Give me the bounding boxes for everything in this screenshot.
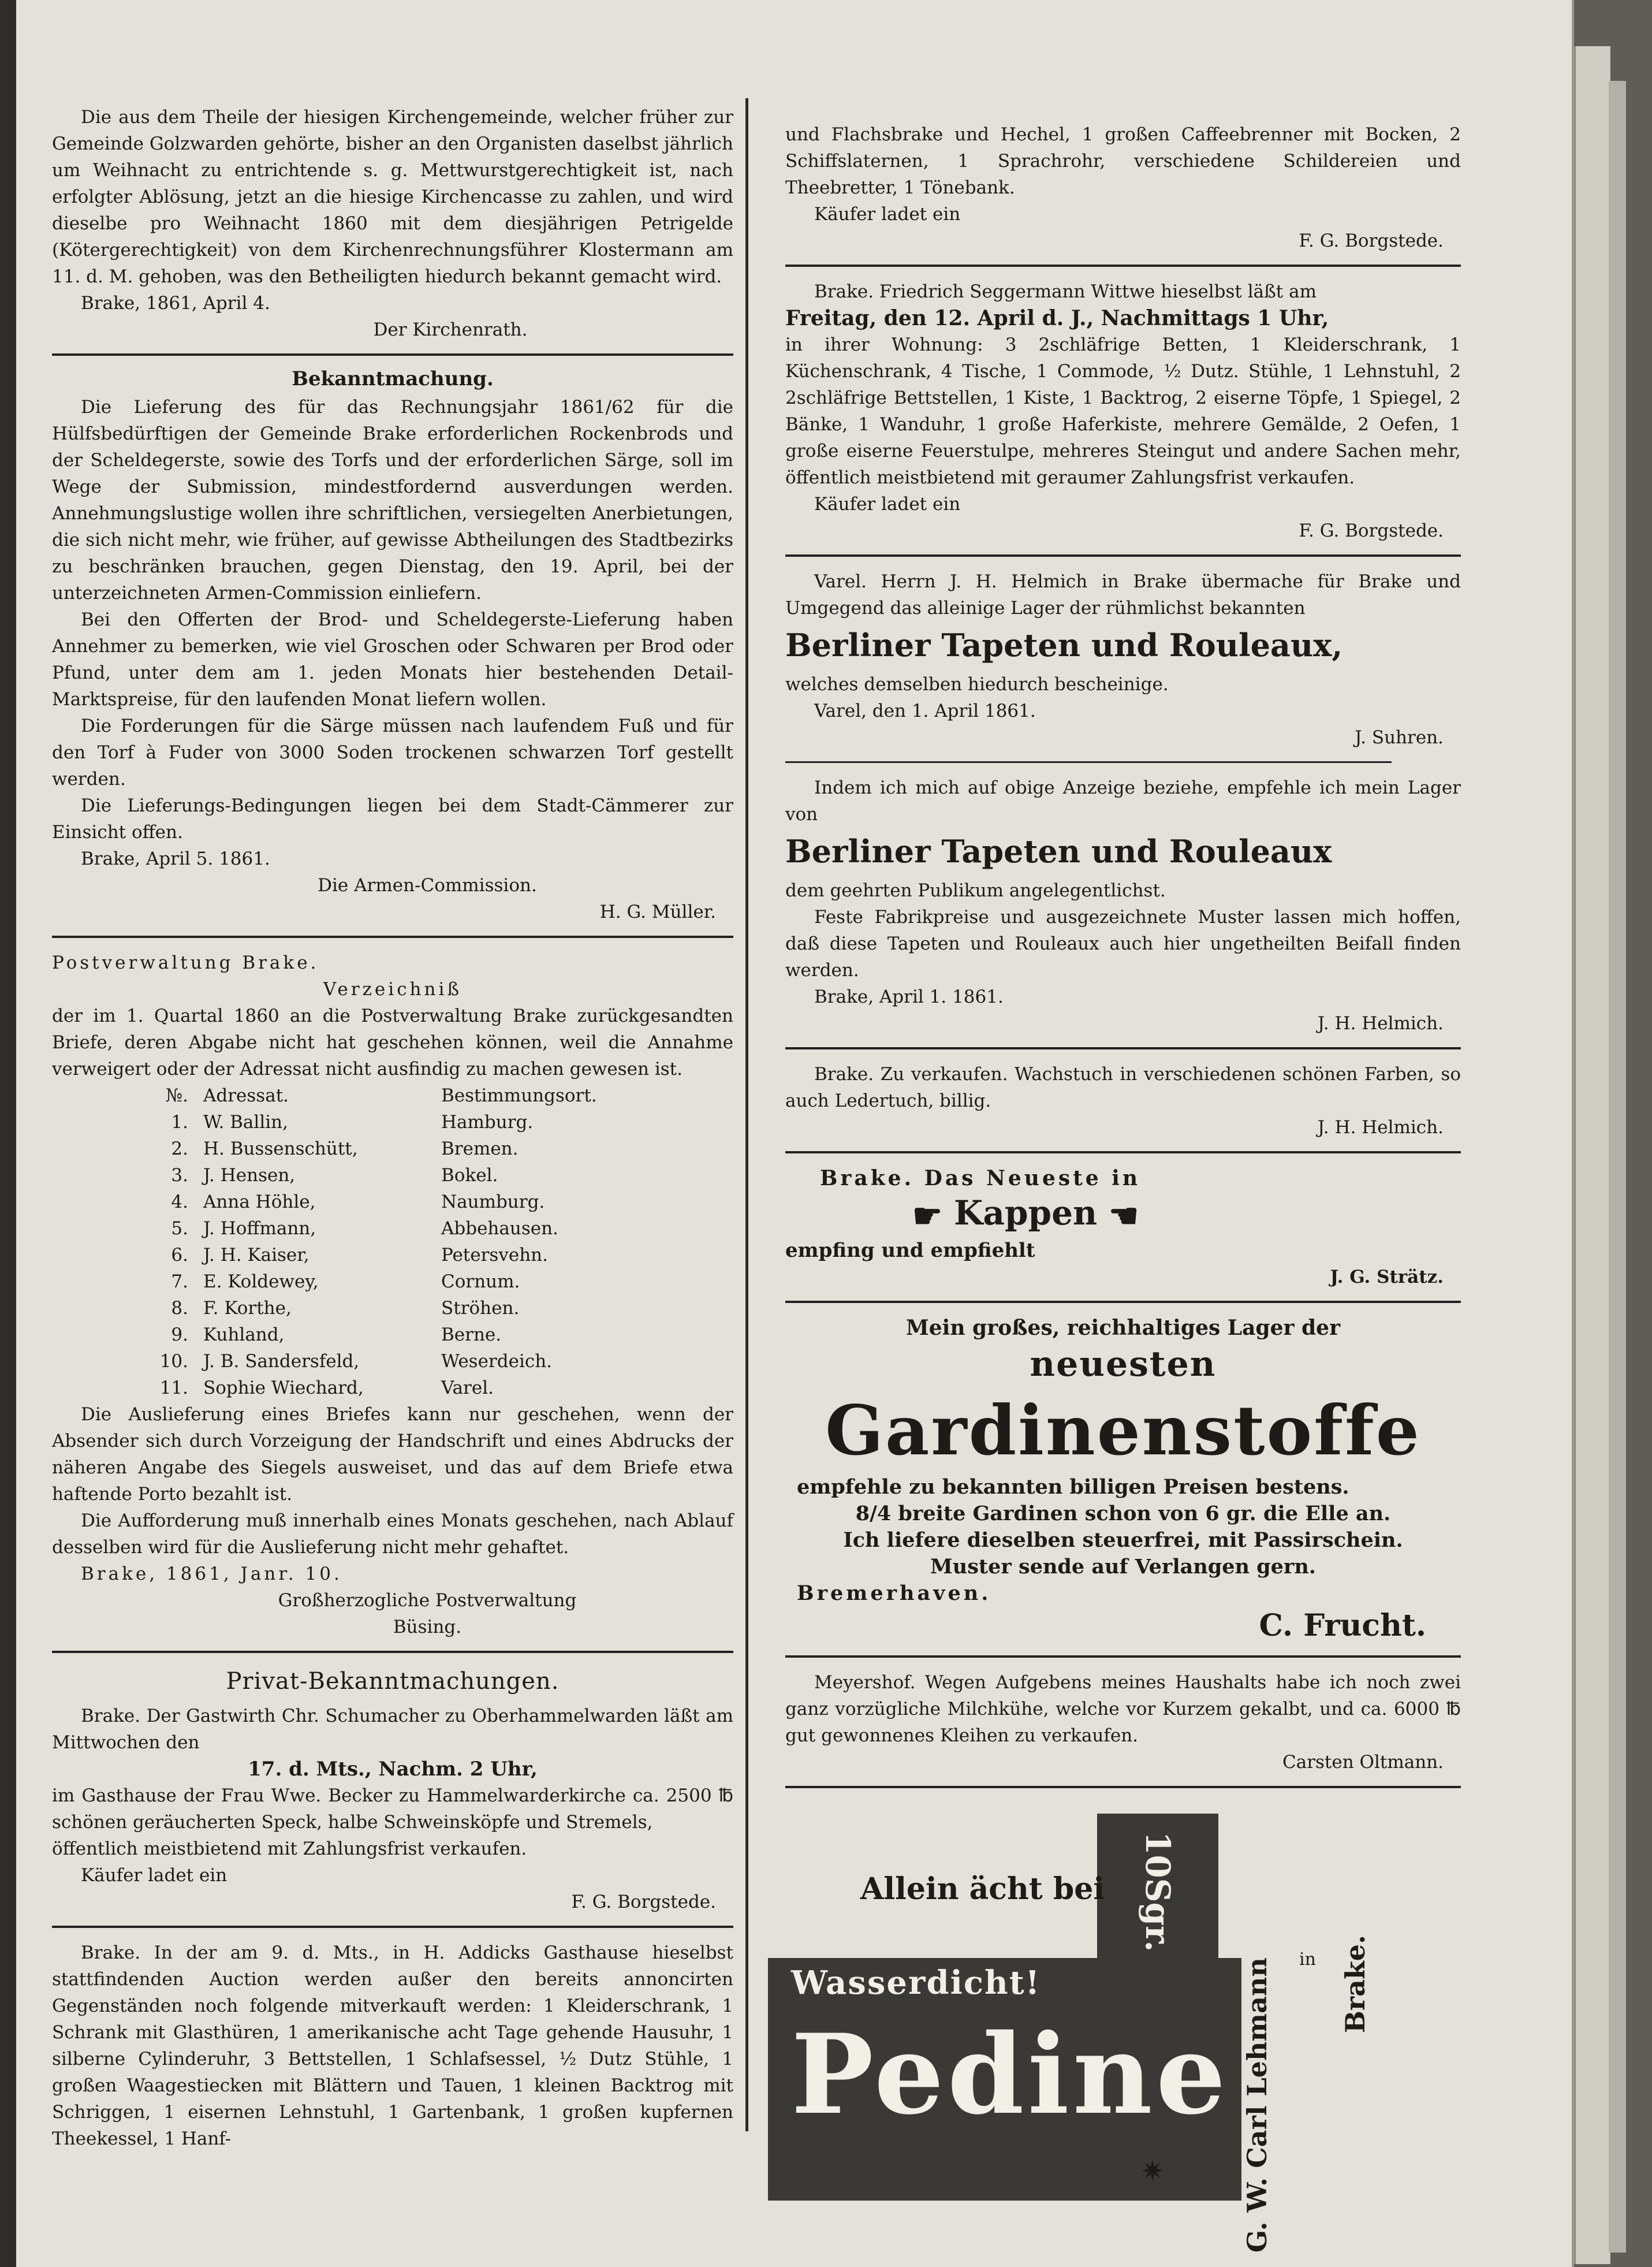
col-ort: Bestimmungsort. bbox=[441, 1085, 597, 1106]
privat-a1-kaeufer: Käufer ladet ein bbox=[81, 1865, 228, 1886]
privat-a1-sale: öffentlich meistbietend mit Zahlungsfrist verkaufen. bbox=[52, 1838, 527, 1859]
post-date: Brake, 1861, Janr. 10. bbox=[81, 1564, 342, 1584]
wachs-p1: Brake. Zu verkaufen. Wachstuch in verschiedenen schönen Farben, so auch Ledertuch, billig. bbox=[785, 1064, 1461, 1111]
cont-sign: F. G. Borgstede. bbox=[1299, 230, 1444, 251]
table-row bbox=[144, 1268, 601, 1295]
post-intro: der im 1. Quartal 1860 an die Postverwaltung Brake zurückgesandten Briefe, deren Abgabe nicht hat geschehen können, weil die Annahme verweigert oder der Adressat nicht ausfindig zu machen gewesen ist. bbox=[52, 1006, 733, 1079]
suhren-notice bbox=[785, 568, 1461, 751]
helmich-date: Brake, April 1. 1861. bbox=[814, 987, 1004, 1007]
post-sign: Büsing. bbox=[393, 1617, 462, 1637]
pointing-hand-left-icon: ☚ bbox=[1109, 1196, 1139, 1235]
kirchen-text: Die aus dem Theile der hiesigen Kirchengemeinde, welcher früher zur Gemeinde Golzwarden gehörte, bisher an den Organisten daselbst jährlich um Weihnacht zu entrichtende s. g. Mettwurstgerechtigkeit ist, nach erfolgter Ablösung, jetzt an die hiesige Kirchencasse zu zahlen, und wird dieselbe pro Weihnacht 1860 mit dem diesjährigen Petrigelde (Kötergerechtigkeit) von dem Kirchenrechnungsführer Klostermann am 11. d. M. gehoben, was den Betheiligten hiedurch bekannt gemacht wird. bbox=[52, 107, 733, 287]
row-ort: Cornum. bbox=[441, 1271, 520, 1292]
rule bbox=[785, 1047, 1461, 1049]
table-row bbox=[144, 1348, 601, 1375]
table-row bbox=[144, 1322, 601, 1348]
gard-l3: Gardinenstoffe bbox=[825, 1390, 1421, 1471]
row-adressat: J. Hensen, bbox=[203, 1165, 296, 1186]
seg-sign: F. G. Borgstede. bbox=[1299, 520, 1444, 541]
privat-a1-body: im Gasthause der Frau Wwe. Becker zu Hammelwarderkirche ca. 2500 ℔ schönen geräucherten Speck, halbe Schweinsköpfe und Stremels, bbox=[52, 1785, 733, 1833]
privat-a2: Brake. In der am 9. d. Mts., in H. Addicks Gasthause hieselbst stattfindenden Auction werden außer den bereits annoncirten Gegenständen noch folgende mitverkauft werden: 1 Kleiderschrank, 1 Schrank mit Glasthüren, 1 amerikanische acht Tage gehende Hausuhr, 1 silberne Cylinderuhr, 3 Bettstellen, 1 Schlafsessel, ½ Dutz Stühle, 1 großen Waagestiecken mit Blättern und Tauen, 1 kleinen Backtrog mit Schriggen, 1 eisernen Lehnstuhl, 1 Gartenbank, 1 großen kupfernen Theekessel, 1 Hanf- bbox=[52, 1942, 733, 2149]
seg-date: Freitag, den 12. April d. J., Nachmittags 1 Uhr, bbox=[785, 306, 1329, 330]
seg-kaeufer: Käufer ladet ein bbox=[814, 494, 961, 515]
kappen-notice bbox=[785, 1165, 1461, 1290]
table-row bbox=[144, 1375, 601, 1401]
gard-l7: Muster sende auf Verlangen gern. bbox=[930, 1555, 1316, 1579]
table-row bbox=[144, 1295, 601, 1322]
cont-kaeufer: Käufer ladet ein bbox=[814, 204, 961, 225]
left-column bbox=[52, 104, 733, 2152]
row-ort: Petersvehn. bbox=[441, 1245, 548, 1265]
suhren-p1: Varel. Herrn J. H. Helmich in Brake übermache für Brake und Umgegend das alleinige Lager der rühmlichst bekannten bbox=[785, 571, 1461, 619]
privat-a1-date: 17. d. Mts., Nachm. 2 Uhr, bbox=[248, 1758, 538, 1781]
star-icon: ✷ bbox=[1140, 2154, 1165, 2188]
wachs-sign: J. H. Helmich. bbox=[1317, 1117, 1444, 1138]
page-edge bbox=[1574, 46, 1610, 2264]
row-no: 8. bbox=[171, 1298, 188, 1319]
rule bbox=[785, 1151, 1461, 1153]
post-org: Großherzogliche Postverwaltung bbox=[278, 1590, 577, 1611]
table-row bbox=[144, 1242, 601, 1268]
oltmann-notice bbox=[785, 1669, 1461, 1775]
suhren-date: Varel, den 1. April 1861. bbox=[814, 701, 1036, 721]
table-row bbox=[144, 1109, 601, 1136]
bek-sign: H. G. Müller. bbox=[599, 902, 716, 922]
row-ort: Berne. bbox=[441, 1324, 502, 1345]
col-adressat: Adressat. bbox=[203, 1085, 289, 1106]
post-notice bbox=[52, 950, 733, 1640]
row-adressat: J. B. Sandersfeld, bbox=[203, 1351, 360, 1372]
rule bbox=[785, 1301, 1461, 1303]
row-adressat: H. Bussenschütt, bbox=[203, 1138, 358, 1159]
oltmann-sign: Carsten Oltmann. bbox=[1282, 1752, 1444, 1773]
privat-section bbox=[52, 1668, 733, 2152]
row-no: 6. bbox=[171, 1245, 188, 1265]
row-adressat: F. Korthe, bbox=[203, 1298, 292, 1319]
column-divider bbox=[745, 98, 748, 2131]
col-no: №. bbox=[165, 1085, 188, 1106]
seg-intro: Brake. Friedrich Seggermann Wittwe hieselbst läßt am bbox=[814, 281, 1317, 302]
row-no: 4. bbox=[171, 1192, 188, 1212]
right-column bbox=[785, 121, 1461, 1800]
helmich-p2: dem geehrten Publikum angelegentlichst. bbox=[785, 880, 1166, 901]
row-ort: Naumburg. bbox=[441, 1192, 545, 1212]
helmich-p1: Indem ich mich auf obige Anzeige beziehe, empfehle ich mein Lager von bbox=[785, 777, 1461, 825]
bek-org: Die Armen-Commission. bbox=[318, 875, 537, 896]
privat-title: Privat-Bekanntmachungen. bbox=[226, 1668, 560, 1695]
pointing-hand-right-icon: ☛ bbox=[912, 1196, 942, 1235]
seg-body: in ihrer Wohnung: 3 2schläfrige Betten, 1 Kleiderschrank, 1 Küchenschrank, 4 Tische, 1 Commode, ½ Dutz. Stühle, 1 Lehnstuhl, 2 2schläfrige Bettstellen, 1 Kiste, 1 Backtrog, 2 eiserne Töpfe, 1 Spiegel, 2 Bänke, 1 Wanduhr, 1 große Haferkiste, mehrere Gemälde, 2 Oefen, 1 große eiserne Feuerstulpe, mehreres Steingut und andere Sachen mehr, öffentlich meistbietend mit geraumer Zahlungsfrist verkaufen. bbox=[785, 334, 1461, 488]
rule bbox=[52, 1651, 733, 1653]
gard-sign: C. Frucht. bbox=[1259, 1608, 1426, 1643]
post-p1: Die Auslieferung eines Briefes kann nur geschehen, wenn der Absender sich durch Vorzeigung der Handschrift und eines Abdrucks der näheren Angabe des Siegels ausweiset, und das auf dem Briefe etwa haftende Porto bezahlt ist. bbox=[52, 1404, 733, 1505]
bek-p4: Die Lieferungs-Bedingungen liegen bei dem Stadt-Cämmerer zur Einsicht offen. bbox=[52, 795, 733, 843]
helmich-notice bbox=[785, 775, 1461, 1037]
wachstuch-notice bbox=[785, 1061, 1461, 1141]
helmich-p3: Feste Fabrikpreise und ausgezeichnete Muster lassen mich hoffen, daß diese Tapeten und Rouleaux auch hier ungetheilten Beifall finden werden. bbox=[785, 907, 1461, 981]
gard-l8: Bremerhaven. bbox=[797, 1581, 991, 1605]
gard-l4: empfehle zu bekannten billigen Preisen bestens. bbox=[797, 1475, 1349, 1499]
helmich-headline: Berliner Tapeten und Rouleaux bbox=[785, 833, 1332, 870]
row-no: 9. bbox=[171, 1324, 188, 1345]
bek-p3: Die Forderungen für die Särge müssen nach laufendem Fuß und für den Torf à Fuder von 3000 Soden trockenen schwarzen Torf gestellt werden. bbox=[52, 716, 733, 790]
binding-spine bbox=[0, 0, 16, 2267]
row-ort: Varel. bbox=[441, 1378, 494, 1398]
bekanntmachung-title: Bekanntmachung. bbox=[292, 367, 494, 390]
post-head: Postverwaltung Brake. bbox=[52, 952, 319, 973]
rule bbox=[785, 1786, 1461, 1788]
row-no: 7. bbox=[171, 1271, 188, 1292]
pedine-waterproof: Wasserdicht! bbox=[791, 1964, 1041, 2002]
rule bbox=[785, 1655, 1461, 1658]
row-adressat: Sophie Wiechard, bbox=[203, 1378, 364, 1398]
suhren-p2: welches demselben hiedurch bescheinige. bbox=[785, 674, 1169, 695]
row-ort: Weserdeich. bbox=[441, 1351, 553, 1372]
helmich-sign: J. H. Helmich. bbox=[1317, 1013, 1444, 1034]
bek-p1: Die Lieferung des für das Rechnungsjahr 1861/62 für die Hülfsbedürftigen der Gemeinde Brake erforderlichen Rockenbrods und der Scheldegerste, sowie des Torfs und der erforderlichen Särge, soll im Wege der Submission, mindestfordernd ausverdungen werden. Annehmungslustige wollen ihre schriftlichen, versiegelten Anerbietungen, die sich nicht mehr, wie früher, auf gewisse Abtheilungen des Stadtbezirks zu beschränken brauchen, gegen Dienstag, den 19. April, bei der unterzeichneten Armen-Commission einliefern. bbox=[52, 397, 733, 604]
gardinen-ad bbox=[785, 1315, 1461, 1645]
table-row bbox=[144, 1189, 601, 1215]
table-row bbox=[144, 1215, 601, 1242]
row-no: 2. bbox=[171, 1138, 188, 1159]
pedine-in: in bbox=[1299, 1949, 1316, 1970]
gard-l6: Ich liefere dieselben steuerfrei, mit Passirschein. bbox=[843, 1528, 1403, 1552]
pedine-price: 10Sgr. bbox=[1097, 1814, 1218, 1970]
row-ort: Hamburg. bbox=[441, 1112, 534, 1133]
suhren-sign: J. Suhren. bbox=[1355, 727, 1444, 748]
gard-l2: neuesten bbox=[1030, 1344, 1217, 1384]
kappen-l2: empfing und empfiehlt bbox=[785, 1239, 1035, 1262]
row-adressat: W. Ballin, bbox=[203, 1112, 288, 1133]
kirchen-sign: Der Kirchenrath. bbox=[373, 319, 528, 340]
privat-a1: Brake. Der Gastwirth Chr. Schumacher zu Oberhammelwarden läßt am Mittwochen den bbox=[52, 1706, 733, 1753]
table-header bbox=[144, 1082, 601, 1109]
kappen-l1: Brake. Das Neueste in bbox=[820, 1166, 1141, 1190]
row-no: 1. bbox=[171, 1112, 188, 1133]
bekanntmachung-notice bbox=[52, 367, 733, 925]
rule bbox=[52, 353, 733, 356]
post-verz: Verzeichniß bbox=[323, 979, 463, 1000]
pedine-firm: G. W. Carl Lehmann bbox=[1241, 1957, 1273, 2253]
row-adressat: J. Hoffmann, bbox=[203, 1218, 316, 1239]
rule bbox=[785, 761, 1392, 763]
pedine-title: Allein ächt bei bbox=[860, 1871, 1105, 1907]
row-no: 10. bbox=[159, 1351, 188, 1372]
kappen-row bbox=[785, 1192, 1461, 1237]
kappen-sign: J. G. Strätz. bbox=[1330, 1267, 1444, 1287]
gard-l5: 8/4 breite Gardinen schon von 6 gr. die Elle an. bbox=[855, 1502, 1391, 1525]
pedine-word: Pedine bbox=[791, 2010, 1229, 2139]
row-ort: Ströhen. bbox=[441, 1298, 520, 1319]
rule bbox=[785, 265, 1461, 267]
kirchen-notice bbox=[52, 104, 733, 343]
post-p2: Die Aufforderung muß innerhalb eines Monats geschehen, nach Ablauf desselben wird für die Auslieferung nicht mehr gehaftet. bbox=[52, 1510, 733, 1558]
row-adressat: E. Koldewey, bbox=[203, 1271, 319, 1292]
kirchen-date: Brake, 1861, April 4. bbox=[81, 293, 270, 314]
letter-table bbox=[144, 1082, 601, 1401]
row-adressat: Anna Höhle, bbox=[203, 1192, 316, 1212]
rule bbox=[52, 1926, 733, 1928]
row-no: 3. bbox=[171, 1165, 188, 1186]
table-row bbox=[144, 1162, 601, 1189]
oltmann-p1: Meyershof. Wegen Aufgebens meines Haushalts habe ich noch zwei ganz vorzügliche Milchkühe, welche vor Kurzem gekalbt, und ca. 6000 ℔ gut gewonnenes Kleihen zu verkaufen. bbox=[785, 1672, 1461, 1746]
row-adressat: Kuhland, bbox=[203, 1324, 285, 1345]
cont-text: und Flachsbrake und Hechel, 1 großen Caffeebrenner mit Bocken, 2 Schiffslaternen, 1 Sprachrohr, verschiedene Schildereien und Theebretter, 1 Tönebank. bbox=[785, 124, 1461, 198]
gard-l1: Mein großes, reichhaltiges Lager der bbox=[905, 1316, 1341, 1340]
page-edge-shadow bbox=[1609, 81, 1626, 2253]
row-adressat: J. H. Kaiser, bbox=[203, 1245, 309, 1265]
bek-date: Brake, April 5. 1861. bbox=[81, 848, 270, 869]
row-ort: Abbehausen. bbox=[441, 1218, 558, 1239]
row-ort: Bremen. bbox=[441, 1138, 519, 1159]
bek-p2: Bei den Offerten der Brod- und Scheldegerste-Lieferung haben Annehmer zu bemerken, wie viel Groschen oder Schwaren per Brod oder Pfund, unter dem am 1. jeden Monats hier bestehenden Detail-Marktspreise, für den laufenden Monat liefern wollen. bbox=[52, 609, 733, 710]
table-row bbox=[144, 1136, 601, 1162]
privat-a1-sign: F. G. Borgstede. bbox=[571, 1892, 716, 1912]
kappen-word: Kappen bbox=[954, 1193, 1098, 1233]
row-no: 5. bbox=[171, 1218, 188, 1239]
row-ort: Bokel. bbox=[441, 1165, 498, 1186]
rule bbox=[52, 936, 733, 938]
suhren-headline: Berliner Tapeten und Rouleaux, bbox=[785, 627, 1343, 664]
pedine-place: Brake. bbox=[1340, 1934, 1371, 2033]
rule bbox=[785, 554, 1461, 557]
row-no: 11. bbox=[159, 1378, 188, 1398]
seggermann-notice bbox=[785, 278, 1461, 544]
